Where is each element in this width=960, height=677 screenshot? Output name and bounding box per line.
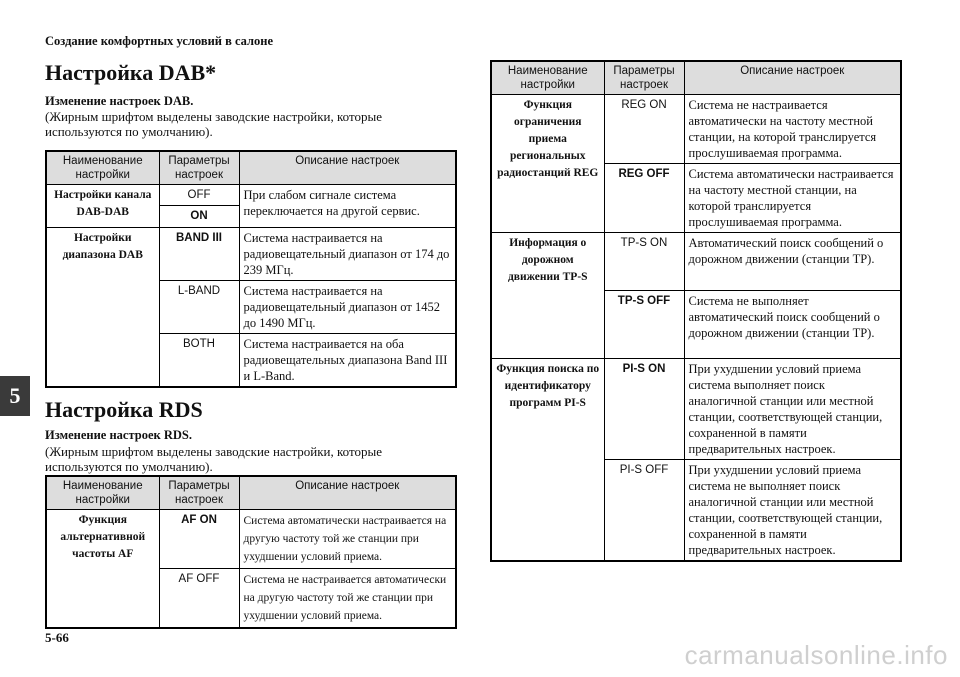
header-name: Наименование настройки	[491, 61, 604, 95]
param-value: PI-S OFF	[604, 460, 684, 562]
header-name: Наименование настройки	[46, 151, 159, 185]
rds-title: Настройка RDS	[45, 397, 203, 422]
header-description: Описание настроек	[239, 476, 456, 510]
setting-name: Настройки канала DAB-DAB	[46, 185, 159, 228]
param-value-default: TP-S OFF	[604, 291, 684, 359]
setting-description: Система автоматически настраивается на другую частоту той же станции при ухудшении условий приема.	[239, 510, 456, 569]
setting-name: Информация о дорожном движении TP-S	[491, 233, 604, 359]
setting-description: Система настраивается на радиовещательный диапазон от 174 до 239 МГц.	[239, 228, 456, 281]
param-value-default: REG OFF	[604, 164, 684, 233]
rds-settings-table	[45, 475, 457, 629]
param-value-default: PI-S ON	[604, 359, 684, 460]
running-head: Создание комфортных условий в салоне	[45, 34, 274, 48]
section-tab: 5	[0, 376, 30, 416]
setting-description: Система не выполняет автоматический поиск сообщений о дорожном движении (станции TP).	[684, 291, 901, 359]
setting-description: Система не настраивается автоматически на другую частоту той же станции при ухудшении условий приема.	[239, 569, 456, 629]
param-value: AF OFF	[159, 569, 239, 629]
watermark: carmanualsonline.info	[684, 640, 948, 670]
setting-name: Функция альтернативной частоты AF	[46, 510, 159, 629]
setting-description: Система настраивается на оба радиовещательных диапазона Band III и L-Band.	[239, 334, 456, 388]
dab-settings-table	[45, 150, 457, 388]
header-params: Параметры настроек	[604, 61, 684, 95]
param-value: TP-S ON	[604, 233, 684, 291]
page-number: 5-66	[45, 630, 69, 645]
header-name: Наименование настройки	[46, 476, 159, 510]
param-value: OFF	[159, 185, 239, 206]
header-params: Параметры настроек	[159, 476, 239, 510]
setting-description: При слабом сигнале система переключается на другой сервис.	[239, 185, 456, 228]
setting-description: Автоматический поиск сообщений о дорожном движении (станции TP).	[684, 233, 901, 291]
rds-note: (Жирным шрифтом выделены заводские настройки, которые используются по умолчанию).	[45, 444, 383, 474]
param-value-default: AF ON	[159, 510, 239, 569]
header-description: Описание настроек	[684, 61, 901, 95]
rds-subtitle: Изменение настроек RDS.	[45, 428, 192, 442]
setting-description: Система настраивается на радиовещательный диапазон от 1452 до 1490 МГц.	[239, 281, 456, 334]
param-value: L-BAND	[159, 281, 239, 334]
param-value: BOTH	[159, 334, 239, 388]
setting-description: Система автоматически настраивается на частоту местной станции, на которой транслируется прослушиваемая программа.	[684, 164, 901, 233]
header-params: Параметры настроек	[159, 151, 239, 185]
setting-description: При ухудшении условий приема система выполняет поиск аналогичной станции или местной станции, соответствующей станции, сохраненной в памяти предварительных настроек.	[684, 359, 901, 460]
setting-description: Система не настраивается автоматически на частоту местной станции, на которой транслируется прослушиваемая программа.	[684, 95, 901, 164]
param-value-default: ON	[159, 206, 239, 228]
param-value-default: BAND III	[159, 228, 239, 281]
setting-name: Функция ограничения приема региональных радиостанций REG	[491, 95, 604, 233]
dab-title: Настройка DAB*	[45, 60, 217, 85]
param-value: REG ON	[604, 95, 684, 164]
dab-note: (Жирным шрифтом выделены заводские настройки, которые используются по умолчанию).	[45, 109, 383, 139]
rds-settings-table-continued	[490, 60, 902, 562]
header-description: Описание настроек	[239, 151, 456, 185]
setting-name: Функция поиска по идентификатору программ PI-S	[491, 359, 604, 562]
setting-name: Настройки диапазона DAB	[46, 228, 159, 388]
dab-subtitle: Изменение настроек DAB.	[45, 94, 194, 108]
setting-description: При ухудшении условий приема система не выполняет поиск аналогичной станции или местной станции, соответствующей станции, сохраненной в памяти предварительных настроек.	[684, 460, 901, 562]
